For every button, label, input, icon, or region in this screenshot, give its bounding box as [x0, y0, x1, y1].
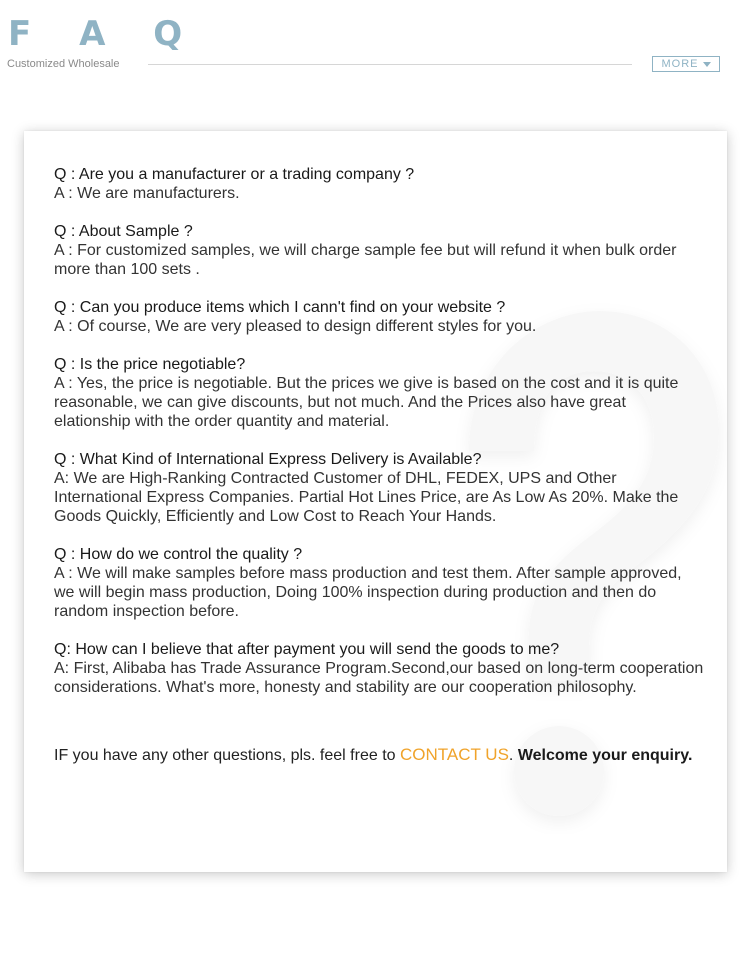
closing-message: [54, 745, 694, 765]
faq-answer: A : We will make samples before mass production and test them. After sample approved, we will begin mass production, Doing 100% inspection during production and then do random inspection before.: [54, 565, 682, 620]
closing-text: IF you have any other questions, pls. feel free to: [54, 747, 400, 764]
faq-answer: A : Of course, We are very pleased to design different styles for you.: [54, 318, 537, 335]
faq-item: [54, 545, 704, 621]
closing-period: .: [508, 747, 514, 764]
faq-question: Q : Are you a manufacturer or a trading company ?: [54, 166, 415, 183]
faq-question: Q : How do we control the quality ?: [54, 546, 303, 563]
contact-us-link[interactable]: CONTACT US: [399, 745, 509, 764]
faq-answer: A : We are manufacturers.: [54, 185, 240, 202]
faq-question: Q: How can I believe that after payment you will send the goods to me?: [54, 641, 560, 658]
welcome-text: Welcome your enquiry.: [513, 747, 693, 764]
more-button[interactable]: [652, 56, 720, 72]
page-subtitle: Customized Wholesale: [7, 58, 120, 70]
faq-item: [54, 298, 704, 336]
more-button-label: MORE: [661, 58, 699, 70]
faq-item: [54, 355, 704, 431]
faq-item: [54, 222, 704, 279]
faq-list: [54, 165, 704, 716]
faq-card: [24, 131, 727, 872]
faq-answer: A: We are High-Ranking Contracted Customer of DHL, FEDEX, UPS and Other International Express Companies. Partial Hot Lines Price, are As Low As 20%. Make the Goods Quickly, Efficiently and Low Cost to Reach Your Hands.: [54, 470, 679, 525]
faq-question: Q : About Sample ?: [54, 223, 193, 240]
faq-question: Q : Is the price negotiable?: [54, 356, 246, 373]
faq-item: [54, 450, 704, 526]
faq-answer: A : Yes, the price is negotiable. But the prices we give is based on the cost and it is quite reasonable, we can give discounts, but not much. And the Prices also have great elationship with the order quantity and material.: [54, 375, 679, 430]
faq-answer: A : For customized samples, we will charge sample fee but will refund it when bulk order more than 100 sets .: [54, 242, 677, 278]
faq-question: Q : What Kind of International Express Delivery is Available?: [54, 451, 482, 468]
caret-down-icon: [703, 62, 711, 67]
page-title: F A Q: [8, 14, 201, 54]
faq-item: [54, 165, 704, 203]
faq-question: Q : Can you produce items which I cann't find on your website ?: [54, 299, 506, 316]
page-header: [0, 0, 750, 90]
header-divider: [148, 64, 632, 65]
faq-item: [54, 640, 704, 697]
faq-answer: A: First, Alibaba has Trade Assurance Program.Second,our based on long-term cooperation considerations. What's more, honesty and stability are our cooperation philosophy.: [54, 660, 704, 696]
